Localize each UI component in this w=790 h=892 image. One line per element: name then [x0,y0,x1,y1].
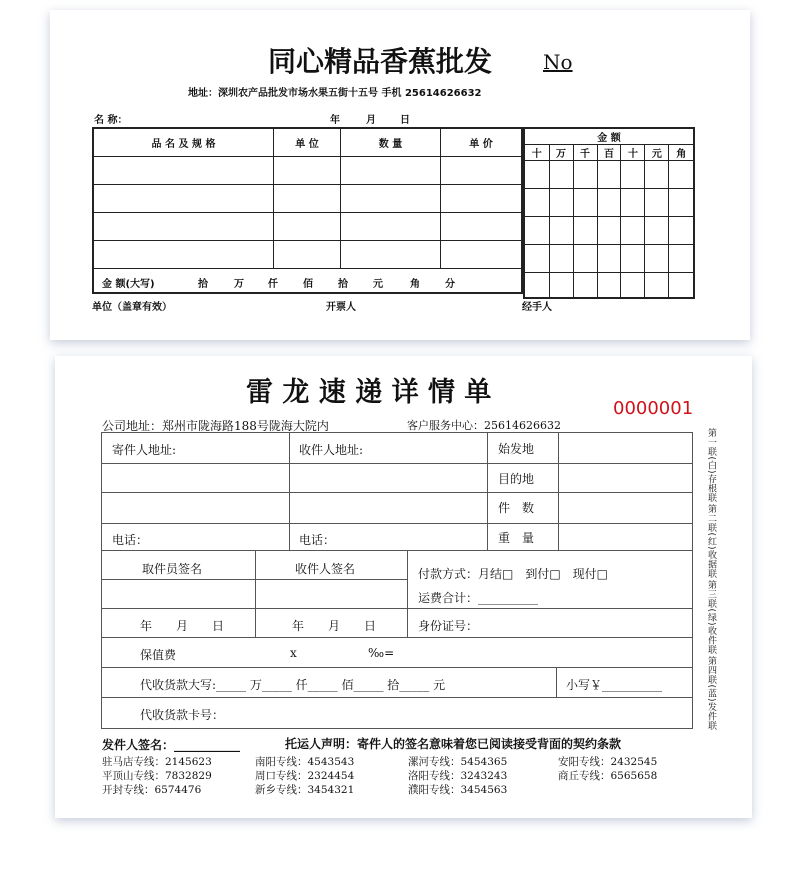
declaration: 托运人声明：寄件人的签名意味着您已阅读接受背面的契约条款 [285,737,622,751]
destination-label: 目的地 [498,472,535,486]
id-number-label: 身份证号： [418,619,479,633]
cod-upper-label: 代收货款大写:_____ 万_____ 仟_____ 佰_____ 拾_____ 元 [140,678,446,692]
cod-card-label: 代收货款卡号： [140,708,225,722]
hotline: 驻马店专线：2145623 [102,756,212,768]
invoice-address: 地址：深圳农产品批发市场水果五街十五号 手机 25614626632 [188,88,482,99]
hotline: 商丘专线：6565658 [558,770,658,782]
header-product: 品 名 及 规 格 [93,128,274,156]
receiver-sign-label: 收件人签名 [295,562,356,576]
header-quantity: 数 量 [341,128,441,156]
sender-address-label: 寄件人地址: [112,443,177,457]
copy-label: 第四联(蓝)发件联 [706,656,716,731]
receiver-address-label: 收件人地址: [299,443,364,457]
company-address: 公司地址：郑州市陇海路188号陇海大院内 [102,419,329,433]
table-row [93,212,522,240]
hotline: 濮阳专线：3454563 [408,784,508,796]
amount-grid [523,127,695,299]
total-unit: 仟 [268,278,278,290]
payment-method: 付款方式：月结□ 到付□ 现付□ [418,567,609,581]
header-unit: 单 位 [274,128,341,156]
insurance-rate: ‰= [368,646,395,660]
pickup-date: 年 月 日 [140,619,225,633]
hotline: 南阳专线：4543543 [255,756,355,768]
weight-label: 重 量 [498,531,535,545]
total-row [93,268,522,293]
hotline: 平顶山专线：7832829 [102,770,212,782]
waybill-card [55,356,752,818]
total-unit: 角 [410,278,420,290]
hotline: 漯河专线：5454365 [408,756,508,768]
insurance-x: x [290,646,297,660]
table-row [93,184,522,212]
freight-total: 运费合计：__________ [418,591,539,605]
date-month: 月 [366,115,376,126]
total-unit: 万 [234,278,244,290]
hotline: 周口专线：2324454 [255,770,355,782]
pickup-sign-label: 取件员签名 [142,562,203,576]
digit-header: 百 [597,145,621,161]
waybill-title: 雷 龙 速 递 详 情 单 [246,377,492,408]
receiver-phone-label: 电话： [299,533,336,547]
total-unit: 拾 [338,278,348,290]
copy-label: 第二联(红)收据联 [706,504,716,579]
digit-header: 万 [549,145,573,161]
total-unit: 拾 [198,278,208,290]
total-label: 金 额(大写) [102,278,155,290]
date-year: 年 [330,115,340,126]
digit-header: 十 [621,145,645,161]
digit-header: 元 [645,145,669,161]
total-unit: 分 [445,278,455,290]
receive-date: 年 月 日 [292,619,377,633]
hotline: 新乡专线：3454321 [255,784,355,796]
serial-number: 0000001 [613,398,694,419]
header-amount: 金 额 [524,128,694,145]
invoice-card [50,10,750,340]
handler-label: 经手人 [522,302,552,313]
sender-sign: 发件人签名：___________ [102,738,241,752]
table-row [93,156,522,184]
date-day: 日 [400,115,410,126]
copy-label: 第一联(白)存根联 [706,428,716,503]
insurance-label: 保值费 [140,648,177,662]
total-unit: 元 [373,278,383,290]
digit-header: 角 [669,145,694,161]
invoice-no-label: No [543,50,573,74]
header-price: 单 价 [441,128,523,156]
hotline: 洛阳专线：3243243 [408,770,508,782]
pieces-label: 件 数 [498,501,535,515]
sender-phone-label: 电话： [112,533,149,547]
table-row [93,240,522,268]
digit-header: 十 [524,145,549,161]
issuer-label: 开票人 [326,302,356,313]
cod-lower-label: 小写￥__________ [566,678,663,692]
hotline: 安阳专线：2432545 [558,756,658,768]
service-center: 客户服务中心：25614626632 [407,419,561,432]
origin-label: 始发地 [498,442,535,456]
unit-seal-label: 单位（盖章有效） [92,302,172,313]
digit-header: 千 [573,145,597,161]
hotline: 开封专线：6574476 [102,784,202,796]
goods-table [92,127,523,294]
copy-label: 第三联(绿)收件联 [706,580,716,655]
invoice-title: 同心精品香蕉批发 [268,45,493,78]
waybill-form [101,432,693,729]
customer-name-label: 名 称： [94,115,128,126]
total-unit: 佰 [303,278,313,290]
